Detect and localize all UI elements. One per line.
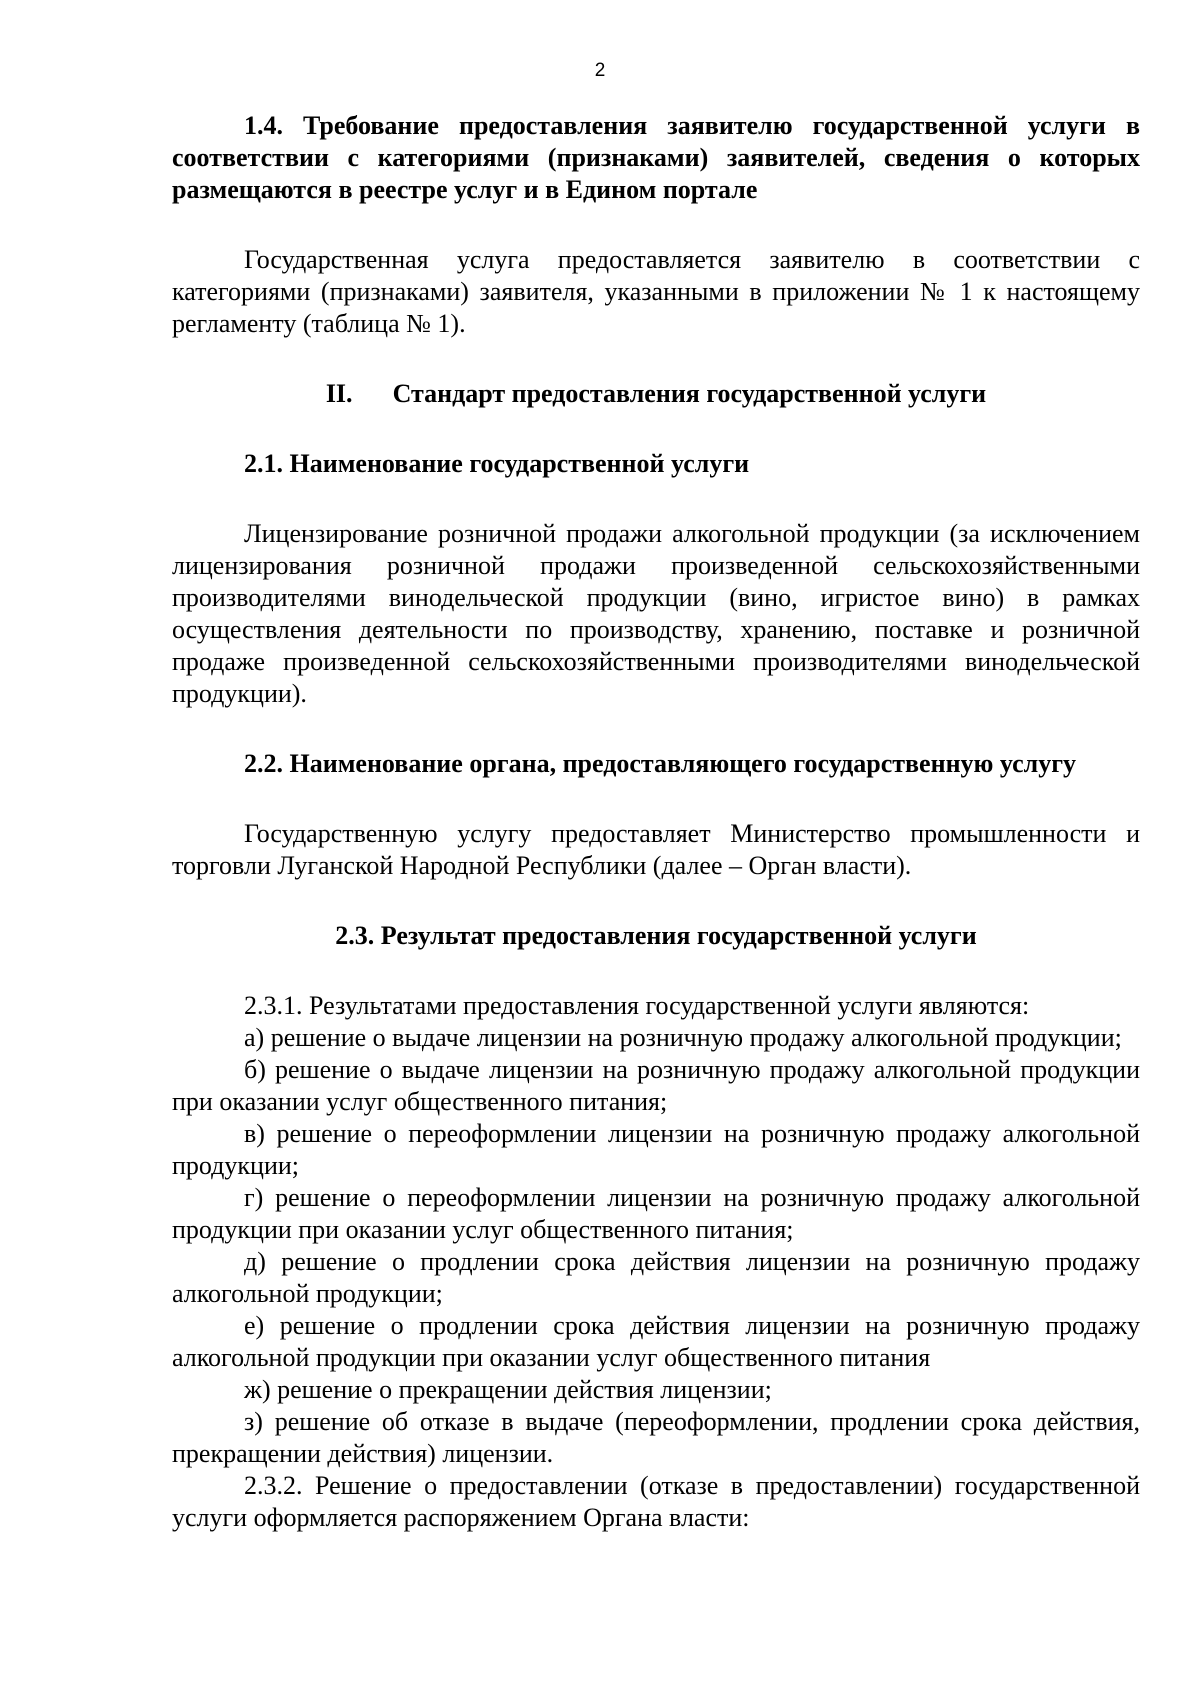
list-item: ж) решение о прекращении действия лицензии; [244,1375,772,1404]
section-2-number: II. [325,379,353,408]
list-item: е) решение о продлении срока действия лицензии на розничную продажу алкогольной продукции при оказании услуг общественного питания [172,1311,1140,1372]
list-item: б) решение о выдаче лицензии на розничную продажу алкогольной продукции при оказании услуг общественного питания; [172,1055,1140,1116]
results-list [172,990,1140,1534]
list-item: з) решение об отказе в выдаче (переоформлении, продлении срока действия, прекращении действия) лицензии. [172,1407,1140,1468]
section-2-1-text: Лицензирование розничной продажи алкогольной продукции (за исключением лицензирования розничной продажи произведенной сельскохозяйственными производителями винодельческой продукции (вино, игристое вино) в рамках осуществления деятельности по производству, хранению, поставке и розничной продаже произведенной сельскохозяйственными производителями винодельческой продукции). [172,519,1140,708]
section-1-4-heading: 1.4. Требование предоставления заявителю государственной услуги в соответствии с категориями (признаками) заявителей, сведения о которых размещаются в реестре услуг и в Едином портале [172,111,1140,204]
list-item: а) решение о выдаче лицензии на розничную продажу алкогольной продукции; [244,1023,1122,1052]
section-2-1-heading: 2.1. Наименование государственной услуги [244,449,750,478]
section-2-title [172,378,1140,410]
section-2-title-text: Стандарт предоставления государственной услуги [392,379,987,408]
list-item: г) решение о переоформлении лицензии на розничную продажу алкогольной продукции при оказании услуг общественного питания; [172,1183,1140,1244]
list-item: в) решение о переоформлении лицензии на розничную продажу алкогольной продукции; [172,1119,1140,1180]
document-body [172,110,1140,1534]
list-item: д) решение о продлении срока действия лицензии на розничную продажу алкогольной продукции; [172,1247,1140,1308]
section-2-2-heading: 2.2. Наименование органа, предоставляющего государственную услугу [244,749,1077,778]
section-2-3-1-intro: 2.3.1. Результатами предоставления государственной услуги являются: [244,991,1030,1020]
section-2-3-2-text: 2.3.2. Решение о предоставлении (отказе в предоставлении) государственной услуги оформляется распоряжением Органа власти: [172,1471,1140,1532]
section-1-4-text: Государственная услуга предоставляется заявителю в соответствии с категориями (признаками) заявителя, указанными в приложении № 1 к настоящему регламенту (таблица № 1). [172,245,1140,338]
section-2-3-heading: 2.3. Результат предоставления государственной услуги [335,921,977,950]
page-number: 2 [594,60,606,81]
section-2-2-text: Государственную услугу предоставляет Министерство промышленности и торговли Луганской Народной Республики (далее – Орган власти). [172,819,1140,880]
